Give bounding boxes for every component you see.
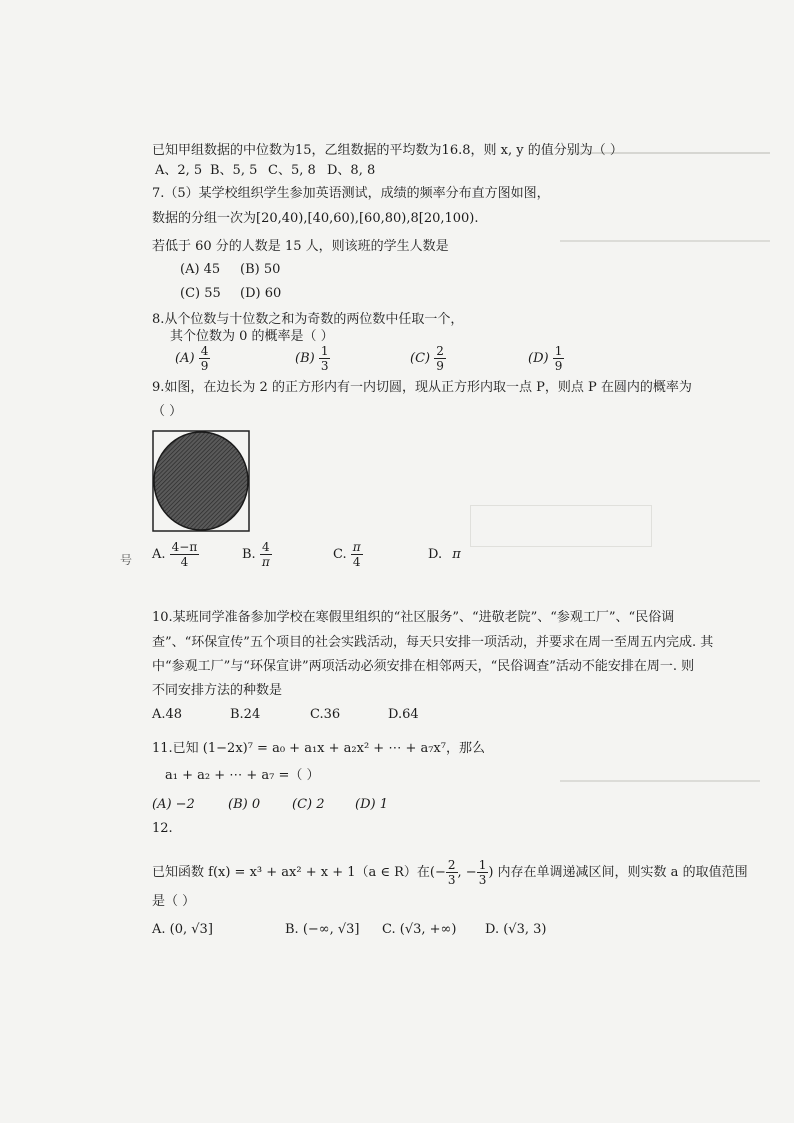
q11-option-a: (A) −2 bbox=[152, 797, 195, 812]
q8-option-b: (B) $\frac{1}{3}$ bbox=[295, 344, 329, 373]
q12-option-d: D. (√3, 3) bbox=[485, 922, 547, 937]
q8-line-2: 其个位数为 0 的概率是（ ） bbox=[170, 329, 334, 344]
q9-option-b-fraction: $\frac{4}{\pi}$ bbox=[261, 540, 270, 569]
q6-option-c: C、5, 8 bbox=[268, 163, 316, 178]
q11-line-2: a₁ + a₂ + ⋯ + a₇ =（ ） bbox=[165, 768, 320, 783]
q9-option-c-fraction: $\frac{\pi}{4}$ bbox=[352, 540, 361, 569]
q6-stem: 已知甲组数据的中位数为15，乙组数据的平均数为16.8，则 x, y 的值分别为（ ） bbox=[152, 143, 623, 158]
q12-option-a: A. (0, √3] bbox=[152, 922, 213, 937]
q12-line-2: 是（ ） bbox=[152, 894, 196, 909]
q9-option-d: D. π bbox=[428, 547, 461, 562]
bleed-through-mark bbox=[560, 780, 760, 782]
q7-line-3: 若低于 60 分的人数是 15 人，则该班的学生人数是 bbox=[152, 239, 449, 254]
q11-line-1: 11.已知 (1−2x)⁷ = a₀ + a₁x + a₂x² + ⋯ + a₇x⁷，那么 bbox=[152, 741, 485, 756]
bleed-through-mark bbox=[470, 505, 652, 547]
q9-line-2: （ ） bbox=[152, 404, 183, 419]
q8-option-d: (D) $\frac{1}{9}$ bbox=[528, 344, 563, 373]
q12-line-1: 已知函数 f(x) = x³ + ax² + x + 1（a ∈ R）在(− $\frac{2}{3}$ , − $\frac{1}{3}$ ) 内存在单调递减区间，则实数 a 的取值范围 bbox=[152, 858, 748, 887]
q10-option-c: C.36 bbox=[310, 707, 341, 722]
q9-line-1: 9.如图，在边长为 2 的正方形内有一内切圆，现从正方形内取一点 P，则点 P 在圆内的概率为 bbox=[152, 380, 692, 395]
q7-line-1: 7.（5）某学校组织学生参加英语测试，成绩的频率分布直方图如图， bbox=[152, 186, 550, 201]
q12-fraction-left: $\frac{2}{3}$ bbox=[447, 858, 456, 887]
q8-line-1: 8.从个位数与十位数之和为奇数的两位数中任取一个， bbox=[152, 312, 464, 327]
q9-option-b: B. $\frac{4}{\pi}$ bbox=[242, 540, 270, 569]
q10-line-3: 中“参观工厂”与“环保宣讲”两项活动必须安排在相邻两天，“民俗调查”活动不能安排在周一. 则 bbox=[152, 659, 695, 674]
q10-option-b: B.24 bbox=[230, 707, 261, 722]
q10-line-1: 10.某班同学准备参加学校在寒假里组织的“社区服务”、“进敬老院”、“参观工厂”、“民俗调 bbox=[152, 610, 675, 625]
q12-option-c: C. (√3, +∞) bbox=[382, 922, 457, 937]
q7-option-c: (C) 55 bbox=[180, 286, 221, 301]
q8-option-a-fraction: $\frac{4}{9}$ bbox=[200, 344, 209, 373]
q8-option-d-fraction: $\frac{1}{9}$ bbox=[554, 344, 563, 373]
q8-option-c: (C) $\frac{2}{9}$ bbox=[410, 344, 444, 373]
square-with-inscribed-circle-figure bbox=[152, 430, 250, 532]
q10-option-d: D.64 bbox=[388, 707, 419, 722]
q6-option-a: A、2, 5 bbox=[155, 163, 203, 178]
q7-line-2: 数据的分组一次为[20,40),[40,60),[60,80),8[20,100). bbox=[152, 211, 479, 226]
q6-option-d: D、8, 8 bbox=[327, 163, 376, 178]
bleed-through-mark bbox=[560, 240, 770, 242]
q12-option-b: B. (−∞, √3] bbox=[285, 922, 360, 937]
q11-option-d: (D) 1 bbox=[355, 797, 388, 812]
q10-line-4: 不同安排方法的种数是 bbox=[152, 683, 283, 698]
inscribed-circle bbox=[154, 432, 248, 530]
q11-option-c: (C) 2 bbox=[292, 797, 325, 812]
q7-option-b: (B) 50 bbox=[240, 262, 281, 277]
q9-option-c: C. $\frac{\pi}{4}$ bbox=[333, 540, 361, 569]
q12-fraction-right: $\frac{1}{3}$ bbox=[478, 858, 487, 887]
q10-line-2: 查”、“环保宣传”五个项目的社会实践活动，每天只安排一项活动，并要求在周一至周五内完成. 其 bbox=[152, 635, 714, 650]
q8-option-c-fraction: $\frac{2}{9}$ bbox=[436, 344, 444, 373]
margin-mark: 号 bbox=[120, 553, 133, 567]
q7-option-d: (D) 60 bbox=[240, 286, 282, 301]
q12-number: 12. bbox=[152, 821, 173, 836]
q11-option-b: (B) 0 bbox=[228, 797, 261, 812]
q8-option-a: (A) $\frac{4}{9}$ bbox=[175, 344, 209, 373]
q10-option-a: A.48 bbox=[152, 707, 183, 722]
q6-option-b: B、5, 5 bbox=[210, 163, 258, 178]
q7-option-a: (A) 45 bbox=[180, 262, 221, 277]
q9-option-a: A. $\frac{4-\pi}{4}$ bbox=[152, 540, 198, 569]
q8-option-b-fraction: $\frac{1}{3}$ bbox=[320, 344, 329, 373]
q9-option-a-fraction: $\frac{4-\pi}{4}$ bbox=[171, 540, 198, 569]
